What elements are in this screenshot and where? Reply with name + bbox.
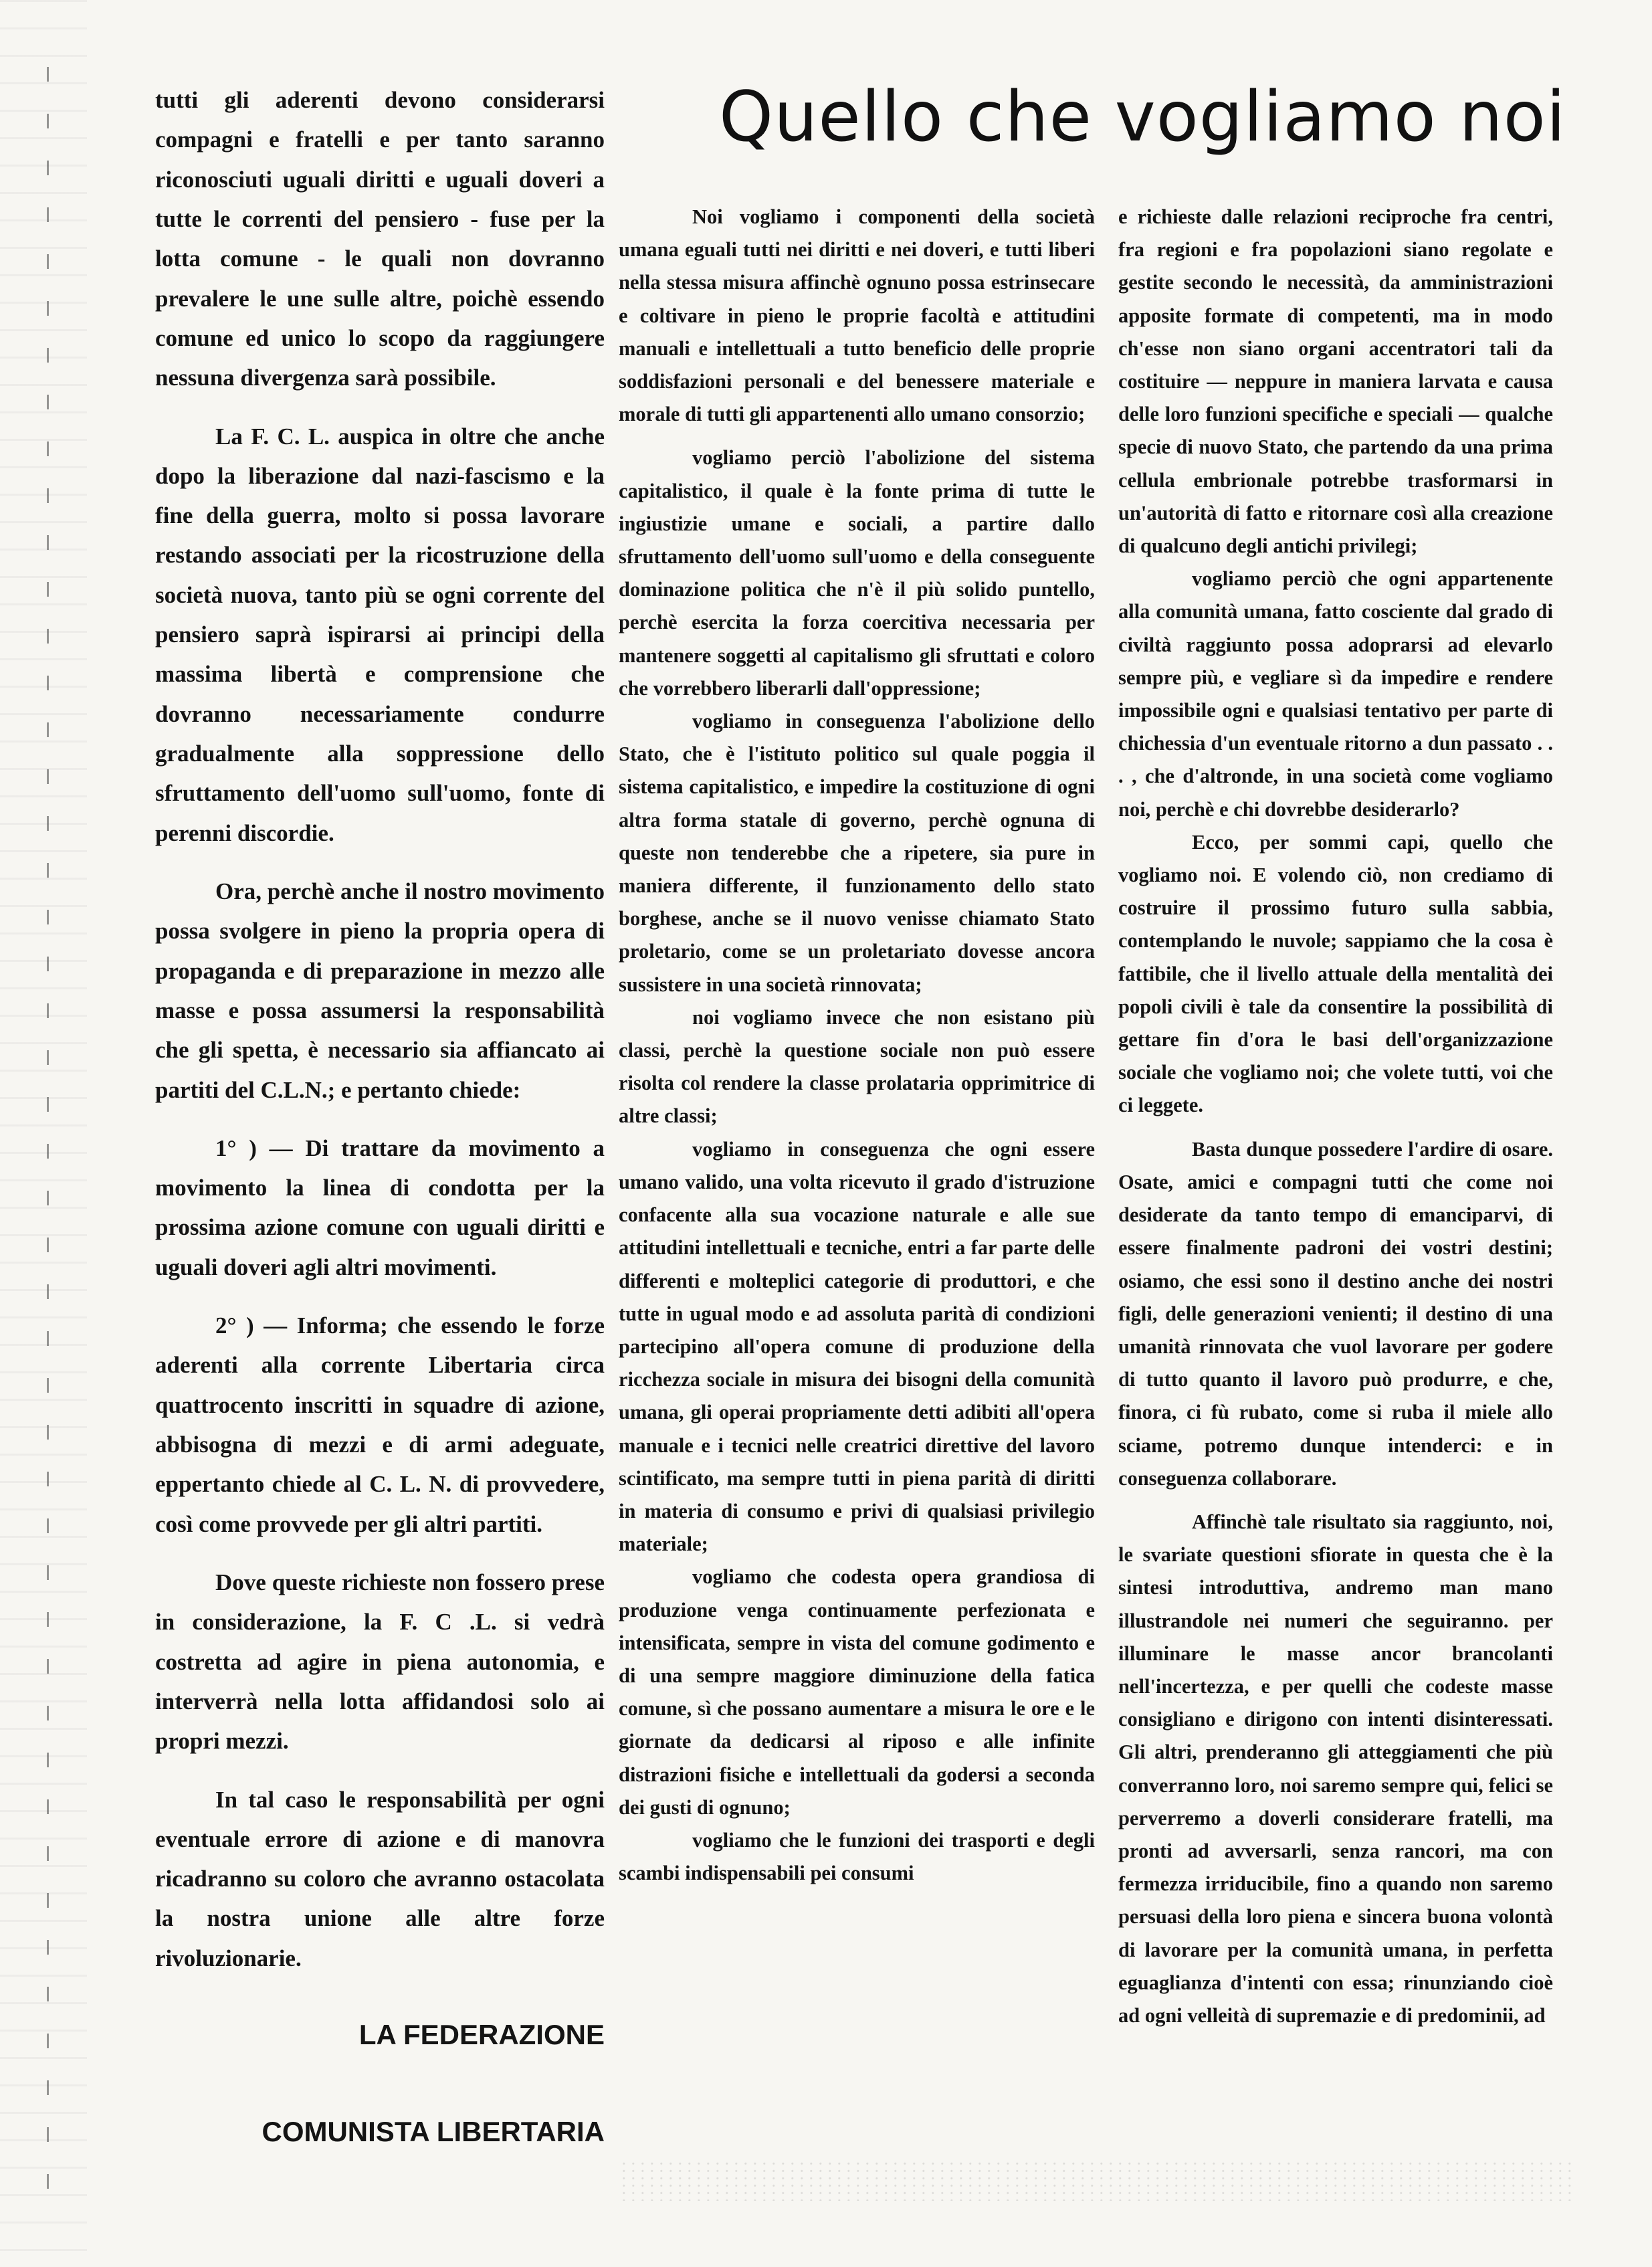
signature-line-2: COMUNISTA LIBERTARIA	[262, 2116, 605, 2147]
paragraph: In tal caso le responsabilità per ogni eventuale errore di azione e di manovra ricadranno su coloro che avranno ostacolata la nostra unione alle altre forze rivoluzionarie.	[155, 1786, 605, 1971]
paragraph: Affinchè tale risultato sia raggiunto, noi, le svariate questioni sfiorate in questa che è la sintesi introduttiva, andremo man mano illustrandole nei numeri che seguiranno. per illuminare le masse ancor brancolanti nell'incertezza, e per quelli che codeste masse consigliano e dirigono con intenti disinteressati. Gli altri, prenderanno gli atteggiamenti che più converranno loro, noi saremo sempre qui, felici se perverremo a doverli considerare fratelli, ma pronti ad avversarli, senza rancori, ma con fermezza irriducibile, fino a quando non saremo persuasi della loro piena e sincera buona volontà di lavorare per la comunità umana, in perfetta eguaglianza d'intenti con essa; rinunziando cioè ad ogni velleità di supremazie e di predominii, ad	[1118, 1510, 1553, 2027]
paragraph: Ecco, per sommi capi, quello che vogliamo noi. E volendo ciò, non crediamo di costruire il prossimo futuro sulla sabbia, contemplando le nuvole; sappiamo che la cosa è fattibile, che il livello attuale della mentalità dei popoli civili è tale da consentire la possibilità di gettare fin d'ora le basi dell'organizzazione sociale che vogliamo noi; che volete tutti, voi che ci leggete.	[1118, 830, 1553, 1117]
paragraph: La F. C. L. auspica in oltre che anche dopo la liberazione dal nazi-fascismo e la fine della guerra, molto si possa lavorare restando associati per la ricostruzione della società nuova, tanto più se ogni corrente del pensiero saprà ispirarsi ai principi della massima libertà e comprensione che dovranno necessariamente condurre gradualmente alla soppressione dello sfruttamento dell'uomo sull'uomo, fonte di perenni discordie.	[155, 423, 605, 846]
paragraph: tutti gli aderenti devono considerarsi compagni e fratelli e per tanto saranno riconosciuti uguali diritti e uguali doveri a tutte le correnti del pensiero - fuse per la lotta comune - le quali non dovranno prevalere le une sulle altre, poichè essendo comune ed unico lo scopo da raggiungere nessuna divergenza sarà possibile.	[155, 87, 605, 391]
paragraph: vogliamo in conseguenza l'abolizione dello Stato, che è l'istituto politico sul quale poggia il sistema capitalistico, e impedire la costituzione di ogni altra forma statale di governo, perchè ognuna di queste non tenderebbe che a ripetere, sia pure in maniera differente, il funzionamento dello stato borghese, anche se il nuovo venisse chiamato Stato proletario, come se un proletariato dovesse ancora sussistere in una società rinnovata;	[619, 710, 1095, 996]
paragraph: vogliamo in conseguenza che ogni essere umano valido, una volta ricevuto il grado d'istruzione confacente alla sua vocazione naturale e alle sue attitudini intellettuali e tecniche, entri a far parte delle differenti e molteplici categorie di produttori, e che tutte in ugual modo e ad assoluta parità di condizioni partecipino all'opera comune di produzione della ricchezza sociale in misura dei bisogni della comunità umana, gli operai propriamente detti adibiti all'opera manuale e i tecnici nelle creatrici direttive del lavoro scintificato, ma sempre tutti in piena parità di diritti in materia di consumo e privi di qualsiasi privilegio materiale;	[619, 1137, 1095, 1556]
middle-column	[619, 201, 1095, 1890]
paragraph: vogliamo perciò l'abolizione del sistema capitalistico, il quale è la fonte prima di tutte le ingiustizie umane e sociali, a partire dallo sfruttamento dell'uomo sull'uomo e della conseguente dominazione politica che n'è il più solido puntello, perchè esercita la forza coercitiva necessaria per mantenere soggetti al capitalismo gli sfruttati e coloro che vorrebbero liberarli dall'oppressione;	[619, 446, 1095, 700]
left-column	[155, 80, 605, 1978]
paragraph: Noi vogliamo i componenti della società umana eguali tutti nei diritti e nei doveri, e tutti liberi nella stessa misura affinchè ognuno possa estrinsecare e coltivare in pieno le proprie facoltà e attitudini manuali e intellettuali a tutto beneficio delle proprie soddisfazioni personali e del benessere materiale e morale di tutti gli appartenenti allo umano consorzio;	[619, 205, 1095, 426]
scan-noise-bottom	[622, 2161, 1572, 2201]
paragraph: noi vogliamo invece che non esistano più classi, perchè la questione sociale non può essere risolta col rendere la classe prolataria opprimitrice di altre classi;	[619, 1005, 1095, 1128]
paragraph: Ora, perchè anche il nostro movimento possa svolgere in pieno la propria opera di propaganda e di preparazione in mezzo alle masse e possa assumersi la responsabilità che gli spetta, è necessario sia affiancato ai partiti del C.L.N.; e pertanto chiede:	[155, 878, 605, 1103]
paragraph: e richieste dalle relazioni reciproche fra centri, fra regioni e fra popolazioni siano regolate e gestite secondo le necessità, da amministrazioni apposite formate di competenti, ma in modo ch'esse non siano organi accentratori tali da costituire — neppure in maniera larvata e causa delle loro funzioni specifiche e speciali — qualche specie di nuovo Stato, che partendo da una prima cellula embrionale potrebbe trasformarsi in un'autorità di fatto e ritornare così alla creazione di qualcuno degli antichi privilegi;	[1118, 205, 1553, 558]
signature-line-1: LA FEDERAZIONE	[358, 2019, 605, 2050]
paragraph-point-1: 1° ) — Di trattare da movimento a movimento la linea di condotta per la prossima azione comune con uguali diritti e uguali doveri agli altri movimenti.	[155, 1135, 605, 1280]
paragraph: Basta dunque possedere l'ardire di osare. Osate, amici e compagni tutti che come noi desiderate da tanto tempo di emanciparvi, di essere finalmente padroni dei vostri destini; osiamo, che essi sono il destino anche dei nostri figli, delle generazioni venienti; il destino di una umanità rinnovata che vuol lavorare per godere di tutto quanto il lavoro può produrre, e che, finora, ci fù rubato, come si ruba il miele allo sciame, potremo dunque intenderci: e in conseguenza collaborare.	[1118, 1137, 1553, 1490]
paragraph: vogliamo perciò che ogni appartenente alla comunità umana, fatto cosciente dal grado di civiltà raggiunto possa adoprarsi ad elevarlo sempre più, e vegliare sì da impedire e rendere impossibile ogni e qualsiasi tentativo per parte di chichessia d'un eventuale ritorno a dun passato . . . , che d'altronde, in una società come vogliamo noi, perchè e chi dovrebbe desiderarlo?	[1118, 567, 1553, 821]
right-column	[1118, 201, 1553, 2032]
scan-edge-left	[0, 0, 87, 2267]
paragraph: vogliamo che le funzioni dei trasporti e degli scambi indispensabili pei consumi	[619, 1828, 1095, 1885]
paragraph: Dove queste richieste non fossero prese in considerazione, la F. C .L. si vedrà costretta ad agire in piena autonomia, e interverrà nella lotta affidandosi solo ai propri mezzi.	[155, 1569, 605, 1755]
paragraph: vogliamo che codesta opera grandiosa di produzione venga continuamente perfezionata e intensificata, sempre in vista del comune godimento e di una sempre maggiore diminuzione della fatica comune, sì che possano aumentare a misura le ore e le giornate da dedicarsi al riposo e alle infinite distrazioni fisiche e intellettuali da godersi a seconda dei gusti di ognuno;	[619, 1565, 1095, 1819]
article-headline: Quello che vogliamo noi	[719, 77, 1566, 157]
paragraph-point-2: 2° ) — Informa; che essendo le forze aderenti alla corrente Libertaria circa quattrocento inscritti in squadre di azione, abbisogna di mezzi e di armi adeguate, eppertanto chiede al C. L. N. di provvedere, così come provvede per gli altri partiti.	[155, 1312, 605, 1537]
